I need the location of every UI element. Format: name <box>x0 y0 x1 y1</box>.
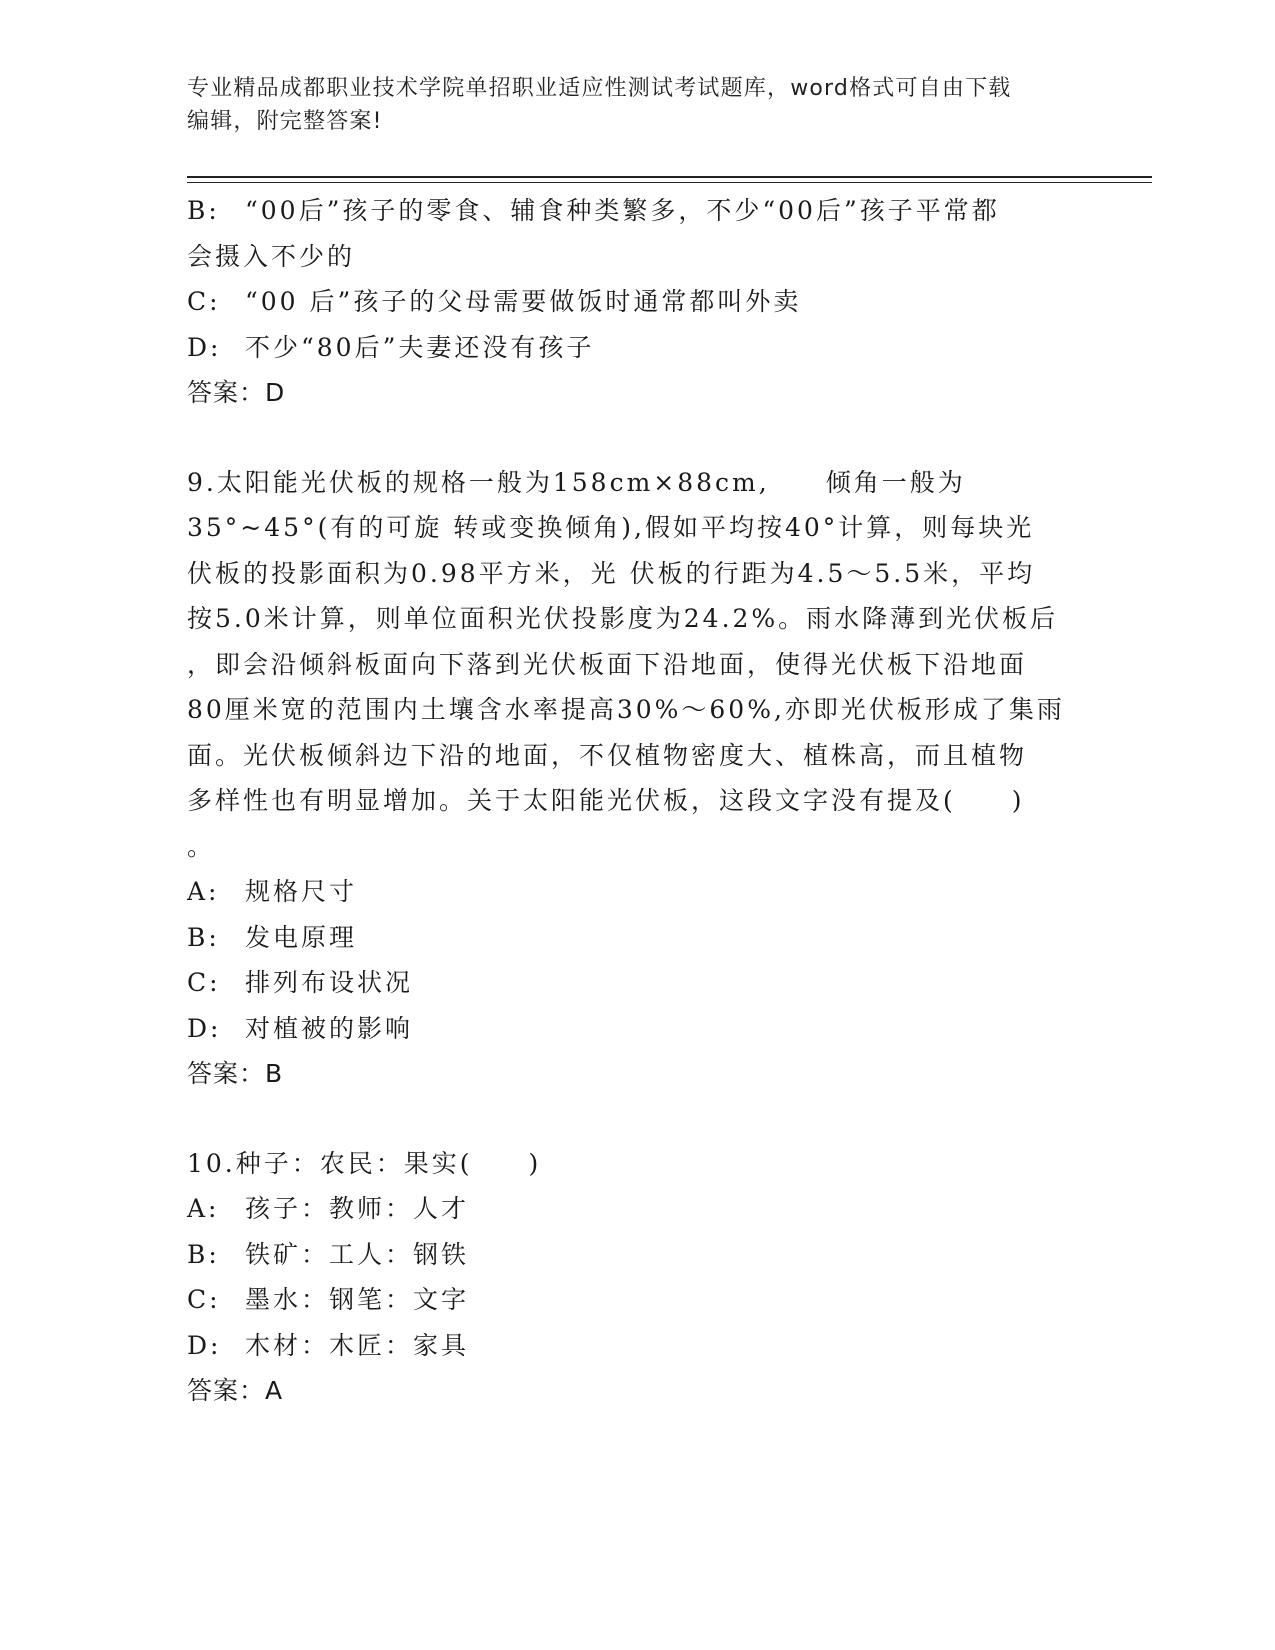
option-label: A: <box>187 877 220 906</box>
option-label: B: <box>187 1239 220 1269</box>
q9-stem-line: 面。光伏板倾斜边下沿的地面，不仅植物密度大、植株高，而且植物 <box>187 740 1028 770</box>
option-label: D: <box>187 1330 222 1360</box>
q9-stem-line: ，即会沿倾斜板面向下落到光伏板面下沿地面，使得光伏板下沿地面 <box>187 649 1028 679</box>
option-label: C: <box>187 287 221 316</box>
question-10 <box>187 1141 1077 1414</box>
q9-answer: 答案：B <box>187 1059 284 1088</box>
option-label: D: <box>187 332 222 362</box>
q10-answer: 答案：A <box>187 1376 284 1405</box>
q9-stem-line: 80厘米宽的范围内土壤含水率提高30%～60%,亦即光伏板形成了集雨 <box>187 695 1065 724</box>
option-label: B: <box>187 922 220 952</box>
option-text: “00 后”孩子的父母需要做饭时通常都叫外卖 <box>245 287 802 316</box>
q9-stem-line: 9.太阳能光伏板的规格一般为158cm×88cm, 倾角一般为 <box>187 467 966 497</box>
header-line-2: 编辑，附完整答案! <box>187 109 383 134</box>
page-header <box>187 72 1067 138</box>
q9-option-d <box>187 1006 1077 1052</box>
header-rule-thin <box>187 182 1152 183</box>
q9-stem-line: 35°~45°(有的可旋 转或变换倾角),假如平均按40°计算，则每块光 <box>187 513 1035 542</box>
option-label: D: <box>187 1013 222 1043</box>
header-line-1: 专业精品成都职业技术学院单招职业适应性测试考试题库，word格式可自由下载 <box>187 76 1012 101</box>
option-label: A: <box>187 1194 220 1223</box>
q9-option-a <box>187 869 1077 915</box>
option-text: 孩子：教师：人才 <box>245 1194 470 1223</box>
option-text: 规格尺寸 <box>245 877 358 906</box>
q9-stem-line: 多样性也有明显增加。关于太阳能光伏板，这段文字没有提及( ) <box>187 786 1025 815</box>
option-text: 不少“80后”夫妻还没有孩子 <box>245 332 595 362</box>
option-label: B: <box>187 196 220 225</box>
q10-option-b <box>187 1232 1077 1278</box>
q9-stem-line: 。 <box>187 831 216 861</box>
document-body <box>187 188 1077 1414</box>
q8-option-b-cont: 会摄入不少的 <box>187 241 356 271</box>
q9-option-b <box>187 915 1077 961</box>
option-label: C: <box>187 968 221 997</box>
q9-stem-line: 按5.0米计算，则单位面积光伏投影度为24.2%。雨水降薄到光伏板后 <box>187 604 1059 633</box>
q9-stem-line: 伏板的投影面积为0.98平方米，光 伏板的行距为4.5～5.5米，平均 <box>187 558 1036 588</box>
option-text: 发电原理 <box>245 922 358 952</box>
spacer <box>187 1097 1077 1141</box>
q10-stem: 10.种子：农民：果实( ) <box>187 1148 542 1178</box>
option-label: C: <box>187 1285 221 1314</box>
option-text: 墨水：钢笔：文字 <box>245 1285 470 1314</box>
q9-option-c <box>187 960 1077 1006</box>
option-text: 对植被的影响 <box>245 1013 414 1043</box>
option-text: 排列布设状况 <box>245 968 414 997</box>
q10-option-c <box>187 1277 1077 1323</box>
question-9 <box>187 460 1077 1097</box>
q10-option-a <box>187 1186 1077 1232</box>
q8-option-d <box>187 325 1077 371</box>
question-8 <box>187 188 1077 416</box>
header-rule-thick <box>187 176 1152 178</box>
spacer <box>187 416 1077 460</box>
q8-answer: 答案：D <box>187 378 286 407</box>
q8-option-b <box>187 188 1077 234</box>
option-text: 木材：木匠：家具 <box>245 1330 470 1360</box>
option-text: “00后”孩子的零食、辅食种类繁多，不少“00后”孩子平常都 <box>245 196 1000 225</box>
q8-option-c <box>187 279 1077 325</box>
option-text: 铁矿：工人：钢铁 <box>245 1239 470 1269</box>
q10-option-d <box>187 1323 1077 1369</box>
